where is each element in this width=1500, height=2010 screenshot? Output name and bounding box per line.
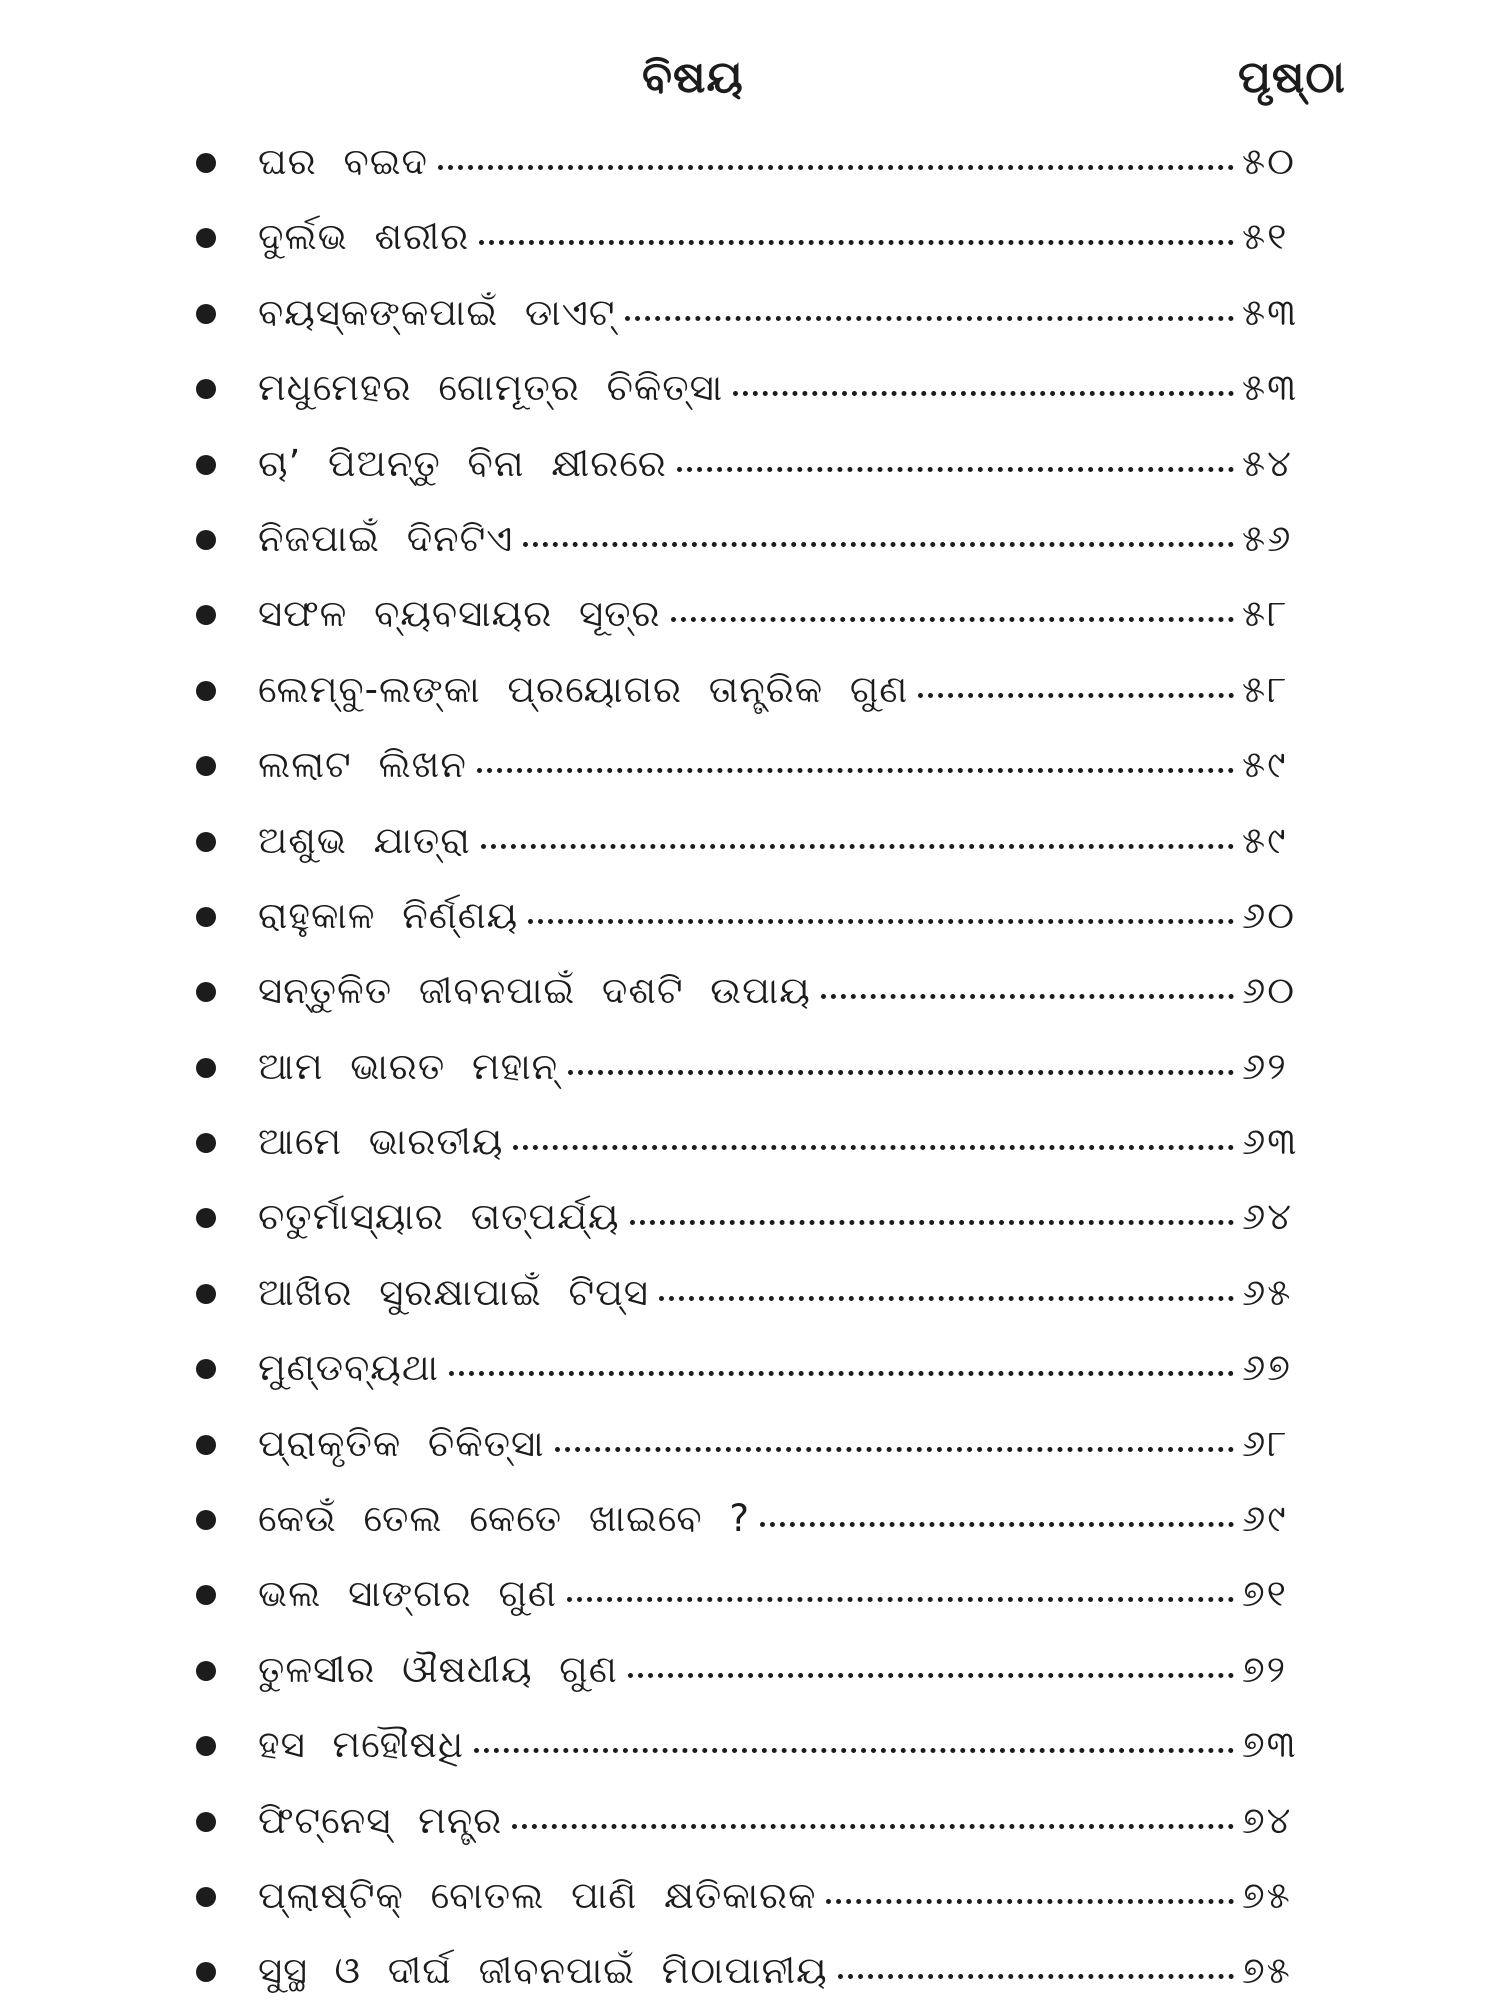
dot-leader (523, 542, 1234, 547)
bullet-icon (196, 756, 216, 776)
toc-entry (0, 1256, 1500, 1331)
toc-entry (0, 1030, 1500, 1105)
bullet-icon (196, 530, 216, 550)
toc-entry-page: ୫୦ (1242, 140, 1296, 183)
toc-entry-page: ୬୫ (1242, 1270, 1293, 1314)
toc-entry-page: ୫୩ (1242, 366, 1299, 410)
toc-entry-page: ୫୬ (1242, 516, 1293, 560)
bullet-icon (196, 379, 216, 399)
bullet-icon (196, 907, 216, 927)
bullet-icon (196, 1435, 216, 1455)
dot-leader (671, 617, 1234, 622)
toc-entry-line (258, 812, 1318, 870)
dot-leader (449, 1371, 1234, 1376)
dot-leader (630, 1220, 1234, 1225)
dot-leader (625, 316, 1234, 321)
bullet-icon (196, 1812, 216, 1832)
toc-entry-page: ୫୪ (1242, 441, 1293, 485)
bullet-icon (196, 1661, 216, 1681)
bullet-icon (196, 1962, 216, 1982)
toc-entry-page: ୬୦ (1242, 893, 1297, 937)
toc-entry (0, 1407, 1500, 1482)
toc-entry (0, 1784, 1500, 1859)
toc-entry-page: ୫୧ (1242, 215, 1289, 259)
toc-entry-page: ୬୨ (1242, 1044, 1288, 1088)
toc-entry-title: ଆମେ ଭାରତୀୟ (258, 1120, 504, 1164)
toc-entry (0, 125, 1500, 200)
bullet-icon (196, 982, 216, 1002)
toc-entry-line (258, 1867, 1318, 1925)
toc-entry-page: ୬୭ (1242, 1346, 1292, 1390)
bullet-icon (196, 1736, 216, 1756)
toc-entry-page: ୫୯ (1242, 818, 1288, 862)
dot-leader (733, 391, 1234, 396)
bullet-icon (196, 153, 216, 173)
toc-entry-title: ସଫଳ ବ୍ୟବସାୟର ସୂତ୍ର (258, 592, 661, 636)
toc-entry-line (258, 1565, 1318, 1623)
table-of-contents (0, 125, 1500, 2010)
toc-entry-page: ୭୩ (1242, 1723, 1298, 1767)
bullet-icon (196, 1510, 216, 1530)
toc-entry-page: ୬୯ (1242, 1497, 1288, 1541)
bullet-icon (196, 681, 216, 701)
toc-entry-title: ନିଜପାଇଁ ଦିନଟିଏ (258, 516, 514, 560)
contents-header (0, 52, 1500, 112)
dot-leader (438, 165, 1234, 170)
toc-entry (0, 954, 1500, 1029)
toc-entry (0, 653, 1500, 728)
toc-entry-line (258, 887, 1318, 945)
toc-entry (0, 1331, 1500, 1406)
toc-entry-line (258, 585, 1318, 643)
toc-entry-line (258, 1264, 1318, 1322)
toc-entry-page: ୭୨ (1242, 1647, 1288, 1691)
toc-entry-line (258, 1942, 1318, 2000)
dot-leader (568, 1070, 1234, 1075)
toc-entry-page: ୬୩ (1242, 1120, 1299, 1164)
toc-entry-line (258, 1113, 1318, 1171)
bullet-icon (196, 1058, 216, 1078)
bullet-icon (196, 304, 216, 324)
bullet-icon (196, 1208, 216, 1228)
bullet-icon (196, 605, 216, 625)
toc-entry (0, 1934, 1500, 2009)
toc-entry-page: ୬୪ (1242, 1195, 1293, 1239)
toc-entry-title: ଚା’ ପିଅନ୍ତୁ ବିନା କ୍ଷୀରରେ (258, 441, 667, 485)
toc-entry-line (258, 736, 1318, 794)
toc-entry-title: ମୁଣ୍ଡବ୍ୟଥା (258, 1346, 439, 1390)
toc-entry (0, 502, 1500, 577)
toc-entry-page: ୫୯ (1242, 743, 1288, 787)
toc-entry-title: ସୁସ୍ଥ ଓ ଦୀର୍ଘ ଜୀବନପାଇଁ ମିଠାପାନୀୟ (258, 1949, 828, 1993)
toc-entry (0, 577, 1500, 652)
toc-entry-line (258, 1038, 1318, 1096)
dot-leader (481, 844, 1234, 849)
toc-entry (0, 427, 1500, 502)
toc-entry-title: ମଧୁମେହର ଗୋମୂତ୍ର ଚିକିତ୍ସା (258, 366, 724, 410)
toc-entry-title: ପ୍ରାକୃତିକ ଚିକିତ୍ସା (258, 1421, 545, 1465)
toc-entry (0, 804, 1500, 879)
toc-entry-title: ପ୍ଲାଷ୍ଟିକ୍ ବୋତଲ ପାଣି କ୍ଷତିକାରକ (258, 1873, 817, 1917)
toc-entry-line (258, 510, 1318, 568)
toc-entry-title: ହସ ମହୌଷଧି (258, 1723, 465, 1767)
toc-entry-page: ୭୫ (1242, 1949, 1292, 1993)
bullet-icon (196, 228, 216, 248)
dot-leader (821, 994, 1234, 999)
toc-entry-line (258, 359, 1318, 417)
dot-leader (826, 1899, 1234, 1904)
toc-entry-line (258, 1716, 1318, 1774)
bullet-icon (196, 1133, 216, 1153)
toc-entry-title: ଚତୁର୍ମାସ୍ୟାର ତାତ୍ପର୍ଯ୍ୟ (258, 1195, 620, 1239)
toc-entry-page: ୬୮ (1242, 1421, 1289, 1465)
toc-entry-title: ସନ୍ତୁଳିତ ଜୀବନପାଇଁ ଦଶଟି ଉପାୟ (258, 969, 811, 1013)
toc-entry (0, 351, 1500, 426)
dot-leader (528, 919, 1234, 924)
bullet-icon (196, 832, 216, 852)
toc-entry-page: ୬୦ (1242, 969, 1297, 1013)
bullet-icon (196, 1359, 216, 1379)
toc-entry-line (258, 661, 1318, 719)
dot-leader (659, 1296, 1234, 1301)
toc-entry-title: ଅଶୁଭ ଯାତ୍ରା (258, 818, 471, 862)
toc-entry-title: କେଉଁ ତେଲ କେତେ ଖାଇବେ ? (258, 1497, 750, 1541)
dot-leader (760, 1522, 1234, 1527)
dot-leader (513, 1145, 1234, 1150)
dot-leader (474, 1748, 1234, 1753)
toc-entry (0, 276, 1500, 351)
toc-entry-page: ୫୩ (1242, 290, 1299, 334)
toc-entry (0, 1105, 1500, 1180)
toc-entry (0, 728, 1500, 803)
toc-entry-title: ଦୁର୍ଲଭ ଶରୀର (258, 215, 470, 259)
dot-leader (628, 1673, 1234, 1678)
dot-leader (918, 693, 1234, 698)
toc-entry-line (258, 133, 1318, 191)
toc-entry (0, 1482, 1500, 1557)
toc-entry-title: ଆଖିର ସୁରକ୍ଷାପାଇଁ ଟିପ୍ସ (258, 1270, 649, 1314)
toc-entry-page: ୭୪ (1242, 1798, 1293, 1842)
toc-entry-line (258, 1490, 1318, 1548)
toc-entry-page: ୫୮ (1242, 667, 1289, 711)
toc-entry-line (258, 284, 1318, 342)
bullet-icon (196, 1284, 216, 1304)
dot-leader (479, 240, 1234, 245)
toc-entry (0, 200, 1500, 275)
toc-entry-page: ୭୧ (1242, 1572, 1288, 1616)
toc-entry-line (258, 1792, 1318, 1850)
toc-entry-line (258, 208, 1318, 266)
subject-column-heading: ବିଷୟ (642, 52, 744, 103)
dot-leader (677, 467, 1234, 472)
toc-entry-title: ତୁଳସୀର ଔଷଧୀୟ ଗୁଣ (258, 1647, 618, 1691)
toc-entry-page: ୭୫ (1242, 1873, 1292, 1917)
toc-entry-title: ଘର ବଇଦ (258, 140, 428, 183)
toc-entry-title: ଲେମ୍ବୁ-ଲଙ୍କା ପ୍ରୟୋଗର ତାନ୍ତ୍ରିକ ଗୁଣ (258, 667, 909, 711)
toc-entry-line (258, 1339, 1318, 1397)
toc-entry (0, 1633, 1500, 1708)
toc-entry (0, 1557, 1500, 1632)
toc-entry-title: ଆମ ଭାରତ ମହାନ୍ (258, 1044, 559, 1088)
bullet-icon (196, 1887, 216, 1907)
toc-entry (0, 1180, 1500, 1255)
dot-leader (838, 1974, 1234, 1979)
bullet-icon (196, 1585, 216, 1605)
toc-entry-title: ଫିଟ୍‌ନେସ୍ ମନ୍ତ୍ର (258, 1798, 503, 1842)
toc-entry (0, 1708, 1500, 1783)
dot-leader (512, 1824, 1234, 1829)
toc-entry-line (258, 435, 1318, 493)
toc-entry (0, 879, 1500, 954)
toc-entry-title: ଲଲାଟ ଲିଖନ (258, 743, 467, 787)
toc-entry-line (258, 962, 1318, 1020)
toc-entry-title: ରାହୁକାଳ ନିର୍ଣ୍ଣୟ (258, 893, 519, 937)
toc-entry-page: ୫୮ (1242, 592, 1289, 636)
bullet-icon (196, 455, 216, 475)
toc-entry-line (258, 1188, 1318, 1246)
toc-entry (0, 1859, 1500, 1934)
toc-entry-title: ଭଲ ସାଙ୍ଗର ଗୁଣ (258, 1572, 557, 1616)
dot-leader (555, 1447, 1234, 1452)
dot-leader (567, 1597, 1234, 1602)
toc-entry-line (258, 1415, 1318, 1473)
dot-leader (477, 768, 1234, 773)
toc-entry-title: ବୟସ୍କଙ୍କପାଇଁ ଡାଏଟ୍ (258, 290, 616, 334)
page-column-heading: ପୃଷ୍ଠା (1238, 52, 1346, 103)
toc-entry-line (258, 1641, 1318, 1699)
